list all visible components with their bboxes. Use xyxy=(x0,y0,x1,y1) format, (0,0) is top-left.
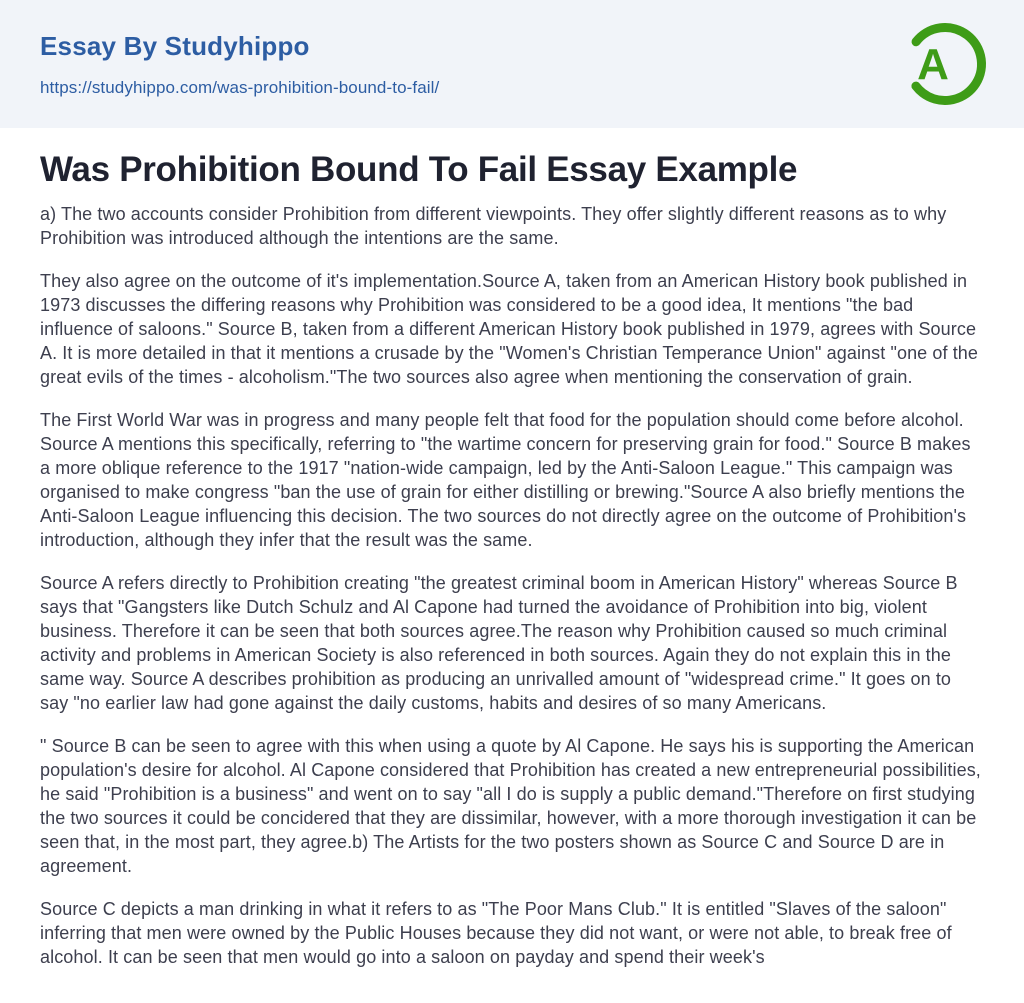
essay-paragraph-5: " Source B can be seen to agree with this when using a quote by Al Capone. He says his is supporting the American population's desire for alcohol. Al Capone considered that Prohibition has created a new entrepreneurial possibilities, he said "Prohibition is a business" and went on to say "all I do is supply a public demand."Therefore on first studying the two sources it could be concidered that they are dissimilar, however, with a more thorough investigation it can be seen that, in the most part, they agree.b) The Artists for the two posters shown as Source C and Source D are in agreement. xyxy=(40,736,981,876)
logo-letter: A xyxy=(917,40,949,89)
essay-paragraph-4: Source A refers directly to Prohibition creating "the greatest criminal boom in American History" whereas Source B says that "Gangsters like Dutch Schulz and Al Capone had turned the avoidance of Prohibition into big, violent business. Therefore it can be seen that both sources agree.The reason why Prohibition caused so much criminal activity and problems in American Society is also referenced in both sources. Again they do not explain this in the same way. Source A describes prohibition as producing an unrivalled amount of "widespread crime." It goes on to say "no earlier law had gone against the daily customs, habits and desires of so many Americans. xyxy=(40,573,958,713)
essay-paragraph-2: They also agree on the outcome of it's implementation.Source A, taken from an American History book published in 1973 discusses the differing reasons why Prohibition was considered to be a good idea, It mentions "the bad influence of saloons." Source B, taken from a different American History book published in 1979, agrees with Source A. It is more detailed in that it mentions a crusade by the "Women's Christian Temperance Union" against "one of the great evils of the times - alcoholism."The two sources also agree when mentioning the conservation of grain. xyxy=(40,271,979,387)
essay-paragraph-3: The First World War was in progress and many people felt that food for the population should come before alcohol. Source A mentions this specifically, referring to "the wartime concern for preserving grain for food." Source B makes a more oblique reference to the 1917 "nation-wide campaign, led by the Anti-Saloon League." This campaign was organised to make congress "ban the use of grain for either distilling or brewing."Source A also briefly mentions the Anti-Saloon League influencing this decision. The two sources do not directly agree on the outcome of Prohibition's introduction, although they infer that the result was the same. xyxy=(40,410,971,550)
essay-paragraph-6: Source C depicts a man drinking in what it refers to as "The Poor Mans Club." It is entitled "Slaves of the saloon" inferring that men were owned by the Public Houses because they did not want, or were not able, to break free of alcohol. It can be seen that men would go into a saloon on payday and spend their week's xyxy=(40,899,952,967)
page-header xyxy=(0,0,1024,128)
site-title: Essay By Studyhippo xyxy=(40,30,310,61)
studyhippo-logo-icon xyxy=(903,22,987,106)
essay-paragraph-1: a) The two accounts consider Prohibition from different viewpoints. They offer slightly different reasons as to why Prohibition was introduced although the intentions are the same. xyxy=(40,204,947,248)
essay-content xyxy=(0,128,1024,969)
header-text-block xyxy=(40,31,439,98)
essay-title: Was Prohibition Bound To Fail Essay Example xyxy=(40,150,798,189)
page-url-link[interactable]: https://studyhippo.com/was-prohibition-bound-to-fail/ xyxy=(40,77,440,97)
studyhippo-logo xyxy=(903,22,987,106)
